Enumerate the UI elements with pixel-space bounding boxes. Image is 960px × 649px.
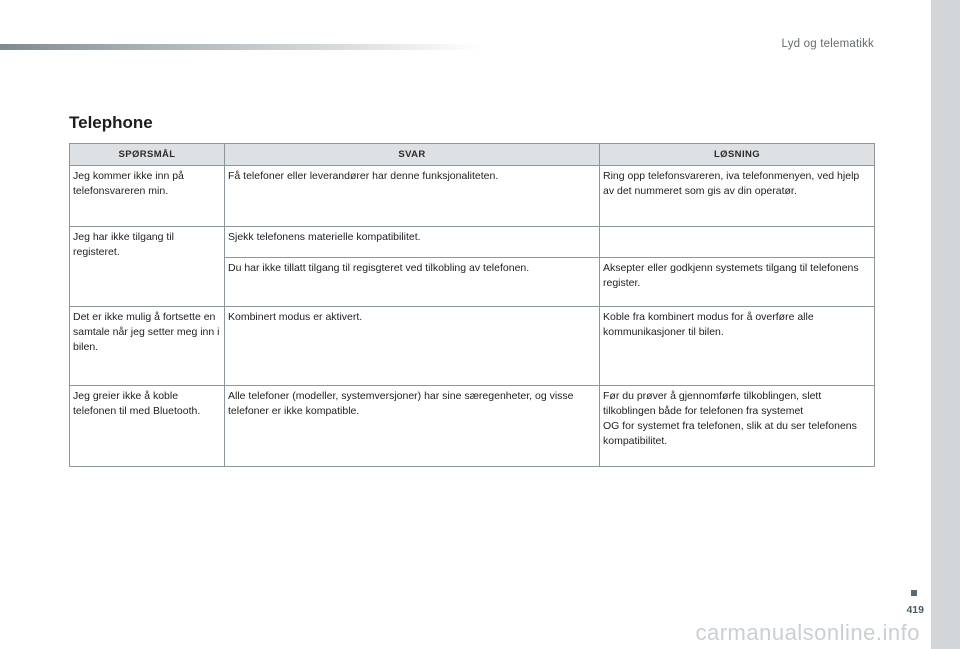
answer-cell: Alle telefoner (modeller, systemversjoner) har sine særegenheter, og visse telefoner er ikke kompatible.	[225, 386, 600, 467]
table-row	[70, 227, 875, 258]
table-row	[70, 307, 875, 386]
answer-cell: Få telefoner eller leverandører har denne funksjonaliteten.	[225, 166, 600, 227]
column-header-answer: SVAR	[225, 144, 600, 166]
answer-cell: Kombinert modus er aktivert.	[225, 307, 600, 386]
troubleshooting-table	[69, 143, 875, 467]
page-marker-square	[911, 590, 917, 596]
solution-cell	[600, 386, 875, 467]
solution-line: Før du prøver å gjennomførfe tilkoblingen, slett tilkoblingen både for telefonen fra systemet	[603, 390, 822, 417]
solution-cell: Koble fra kombinert modus for å overføre alle kommunikasjoner til bilen.	[600, 307, 875, 386]
chapter-title: Lyd og telematikk	[781, 38, 874, 50]
answer-cell: Sjekk telefonens materielle kompatibilitet.	[225, 227, 600, 258]
table-row	[70, 166, 875, 227]
side-strip	[931, 0, 960, 649]
table-header-row	[70, 144, 875, 166]
header-gradient-bar	[0, 44, 480, 50]
table-row	[70, 386, 875, 467]
question-cell: Det er ikke mulig å fortsette en samtale når jeg setter meg inn i bilen.	[70, 307, 225, 386]
page-number: 419	[906, 604, 924, 616]
section-title: Telephone	[69, 113, 153, 132]
question-cell: Jeg greier ikke å koble telefonen til med Bluetooth.	[70, 386, 225, 467]
answer-cell: Du har ikke tillatt tilgang til regisgteret ved tilkobling av telefonen.	[225, 258, 600, 307]
column-header-solution: LØSNING	[600, 144, 875, 166]
question-cell: Jeg kommer ikke inn på telefonsvareren min.	[70, 166, 225, 227]
solution-cell: Ring opp telefonsvareren, iva telefonmenyen, ved hjelp av det nummeret som gis av din operatør.	[600, 166, 875, 227]
solution-cell	[600, 227, 875, 258]
solution-cell: Aksepter eller godkjenn systemets tilgang til telefonens register.	[600, 258, 875, 307]
column-header-question: SPØRSMÅL	[70, 144, 225, 166]
solution-line: OG for systemet fra telefonen, slik at du ser telefonens kompatibilitet.	[603, 420, 857, 447]
watermark: carmanualsonline.info	[695, 620, 920, 645]
question-cell: Jeg har ikke tilgang til registeret.	[70, 227, 225, 307]
